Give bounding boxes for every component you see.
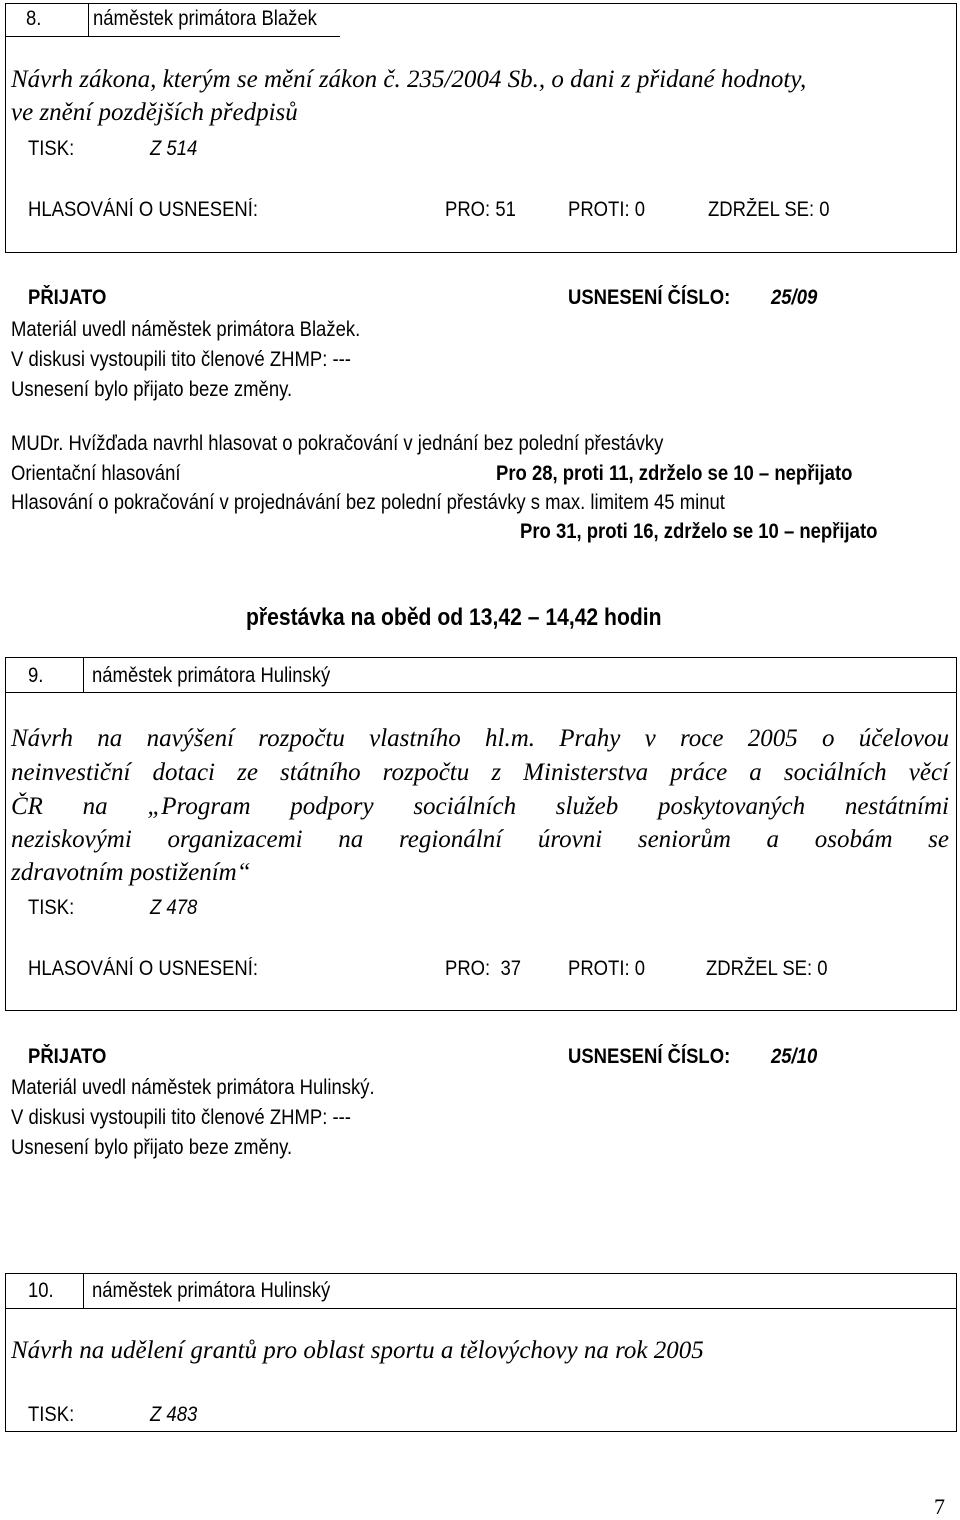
item9-title-line4: neziskovými organizacemi na regionální úrovni seniorům a osobám se	[11, 826, 949, 853]
item8-discussion: V diskusi vystoupili tito členové ZHMP: ---	[11, 348, 351, 371]
item8-title-line2: ve znění pozdějších předpisů	[11, 99, 298, 126]
item9-title-line1: Návrh na navýšení rozpočtu vlastního hl.m. Prahy v roce 2005 o účelovou	[11, 725, 949, 752]
item9-vote-proti: PROTI: 0	[568, 957, 646, 980]
item8-proposal: MUDr. Hvížďada navrhl hlasovat o pokračování v jednání bez polední přestávky	[11, 432, 664, 455]
item9-vote-pro: PRO: 37	[445, 957, 522, 980]
item9-number: 9.	[28, 664, 44, 687]
item10-tisk-value: Z 483	[150, 1403, 198, 1426]
item8-orient-label: Orientační hlasování	[11, 462, 181, 485]
item9-unchanged: Usnesení bylo přijato beze změny.	[11, 1136, 293, 1159]
item9-vote-zdrzel: ZDRŽEL SE: 0	[706, 957, 828, 980]
item9-material: Materiál uvedl náměstek primátora Hulinský.	[11, 1076, 375, 1099]
item9-tisk-value: Z 478	[150, 896, 198, 919]
item10-number: 10.	[28, 1279, 54, 1302]
item8-resolution-number: 25/09	[771, 286, 818, 309]
item8-vote2-result: Pro 31, proti 16, zdrželo se 10 – nepřijato	[520, 520, 878, 543]
item8-resolution-label: USNESENÍ ČÍSLO:	[568, 286, 731, 309]
lunch-break: přestávka na oběd od 13,42 – 14,42 hodin	[246, 604, 662, 631]
item10-title: Návrh na udělení grantů pro oblast sportu a tělovýchovy na rok 2005	[11, 1337, 704, 1364]
item9-title-line2: neinvestiční dotaci ze státního rozpočtu z Ministerstva práce a sociálních věcí	[11, 759, 949, 786]
page-number: 7	[934, 1494, 945, 1519]
item9-discussion: V diskusi vystoupili tito členové ZHMP: ---	[11, 1106, 351, 1129]
item9-result: PŘIJATO	[28, 1045, 107, 1068]
item8-tisk-value: Z 514	[150, 137, 198, 160]
item8-number: 8.	[26, 7, 42, 30]
item9-tisk-label: TISK:	[28, 896, 75, 919]
item8-header-underline	[5, 36, 340, 37]
item8-vote2-label: Hlasování o pokračování v projednávání bez polední přestávky s max. limitem 45 minut	[11, 491, 725, 514]
item9-number-cell	[5, 657, 84, 693]
item10-presenter: náměstek primátora Hulinský	[92, 1279, 331, 1302]
item9-title-line3: ČR na „Program podpory sociálních služeb poskytovaných nestátními	[11, 793, 949, 820]
item8-tisk-label: TISK:	[28, 137, 75, 160]
item9-title-line5: zdravotním postižením“	[11, 859, 251, 886]
item8-vote-proti: PROTI: 0	[568, 198, 646, 221]
item9-vote-label: HLASOVÁNÍ O USNESENÍ:	[28, 957, 259, 980]
item8-vote-label: HLASOVÁNÍ O USNESENÍ:	[28, 198, 259, 221]
item9-resolution-label: USNESENÍ ČÍSLO:	[568, 1045, 731, 1068]
item8-unchanged: Usnesení bylo přijato beze změny.	[11, 378, 293, 401]
item8-vote-pro: PRO: 51	[445, 198, 516, 221]
item8-orient-result: Pro 28, proti 11, zdrželo se 10 – nepřijato	[496, 462, 853, 485]
item10-header-underline	[5, 1308, 957, 1309]
item8-presenter: náměstek primátora Blažek	[93, 7, 317, 30]
item8-result: PŘIJATO	[28, 286, 107, 309]
item8-vote-zdrzel: ZDRŽEL SE: 0	[708, 198, 830, 221]
item9-presenter: náměstek primátora Hulinský	[92, 664, 331, 687]
item8-title-line1: Návrh zákona, kterým se mění zákon č. 235/2004 Sb., o dani z přidané hodnoty,	[11, 66, 807, 93]
item9-header-underline	[5, 692, 957, 693]
item10-tisk-label: TISK:	[28, 1403, 75, 1426]
item8-material: Materiál uvedl náměstek primátora Blažek.	[11, 318, 361, 341]
item9-resolution-number: 25/10	[771, 1045, 818, 1068]
